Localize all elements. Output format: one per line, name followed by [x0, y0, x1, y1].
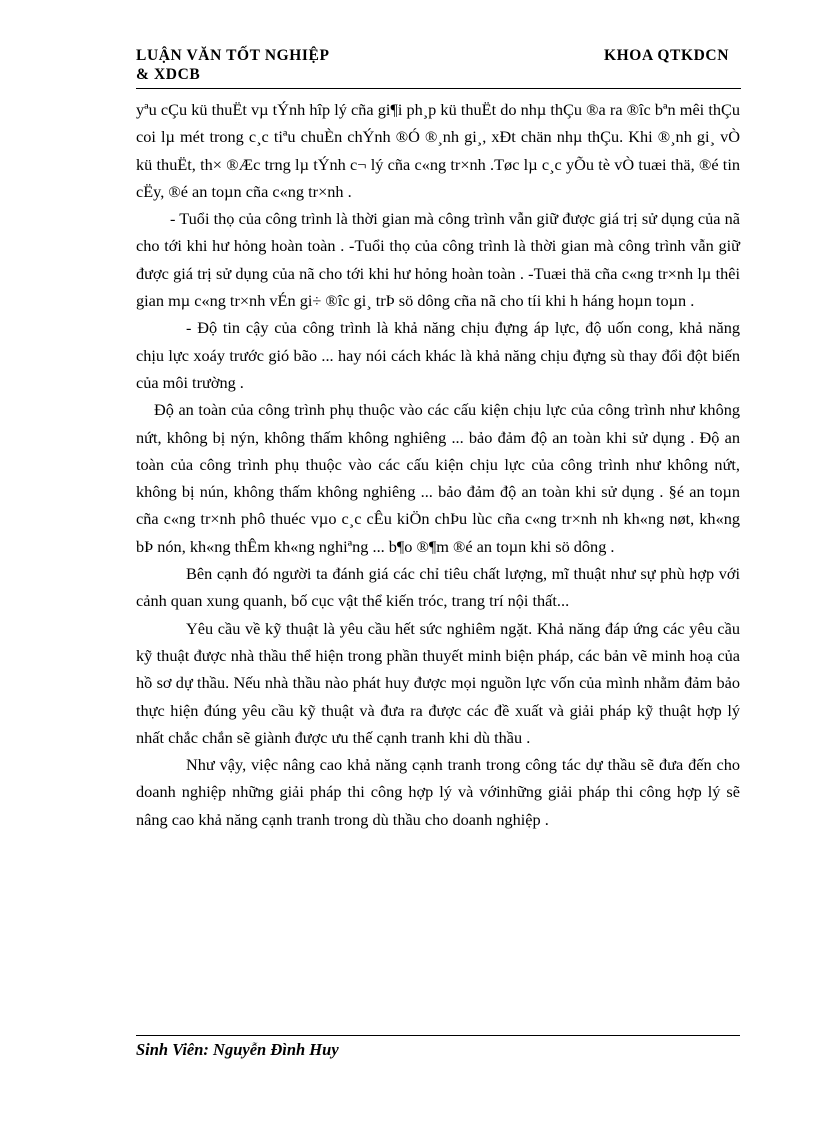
paragraph-safety: Độ an toàn của công trình phụ thuộc vào các cấu kiện chịu lực của công trình như không nứt, không bị nýn, không thấm không nghiêng ... bảo đảm độ an toàn khi sử dụng . Độ an toàn của công trình phụ thuộc vào các cấu kiện chịu lực của công trình như không nứt, không bị nún, không thấm không nghiêng ... bảo đảm độ an toàn khi sử dụng . §é an toµn cña c«ng tr×nh phô thuéc vµo c¸c cÊu kiÖn chÞu lùc cña c«ng tr×nh nh kh«ng nøt, kh«ng bÞ nón, kh«ng thÊm kh«ng nghiªng ... b¶o ®¶m ®é an toµn khi sö dông .: [136, 400, 740, 556]
paragraph-technical-requirements: yªu cÇu kü thuËt vµ tÝnh hîp lý cña gi¶i ph¸p kü thuËt do nhµ thÇu ®a ra ®îc bªn mêi thÇu coi lµ mét trong c¸c tiªu chuÈn chÝnh ®Ó ®¸nh gi¸, xÐt chän nhµ thÇu. Khi ®¸nh gi¸ vÒ kü thuËt, th× ®Æc trng lµ tÝnh c¬ lý cña c«ng tr×nh .Tøc lµ c¸c yÕu tè vÒ tuæi thä, ®é tin cËy, ®é an toµn cña c«ng tr×nh .: [136, 100, 740, 201]
paragraph-aesthetics: Bên cạnh đó người ta đánh giá các chỉ tiêu chất lượng, mĩ thuật như sự phù hợp với cảnh quan xung quanh, bố cục vật thể kiến tróc, trang trí nội thất...: [136, 564, 740, 611]
header-thesis-line1: LUẬN VĂN TỐT NGHIỆP: [136, 47, 330, 64]
footer-student-name: Sinh Viên: Nguyễn Đình Huy: [136, 1040, 339, 1059]
body-text: [136, 96, 740, 833]
paragraph-conclusion: Như vậy, việc nâng cao khả năng cạnh tranh trong công tác dự thầu sẽ đưa đến cho doanh nghiệp những giải pháp thi công hợp lý và vớinhững giải pháp thi công hợp lý sẽ nâng cao khả năng cạnh tranh trong dù thầu cho doanh nghiệp .: [136, 755, 740, 829]
paragraph-reliability: - Độ tin cậy của công trình là khả năng chịu đựng áp lực, độ uốn cong, khả năng chịu lực xoáy trước gió bão ... hay nói cách khác là khả năng chịu đựng sù thay đổi đột biến của môi trường .: [136, 318, 740, 392]
paragraph-strict-requirements: Yêu cầu về kỹ thuật là yêu cầu hết sức nghiêm ngặt. Khả năng đáp ứng các yêu cầu kỹ thuật được nhà thầu thể hiện trong phần thuyết minh biện pháp, các bản vẽ minh hoạ của hồ sơ dự thầu. Nếu nhà thầu nào phát huy được mọi nguồn lực vốn của mình nhằm đảm bảo thực hiện đúng yêu cầu kỹ thuật và đưa ra được các đề xuất và giải pháp kỹ thuật hợp lý nhất chắc chắn sẽ giành được ưu thế cạnh tranh khi dù thầu .: [136, 618, 740, 747]
header-faculty: KHOA QTKDCN: [603, 47, 729, 64]
footer-divider: [136, 1035, 740, 1036]
paragraph-lifespan: - Tuổi thọ của công trình là thời gian mà công trình vẫn giữ được giá trị sử dụng của nã cho tới khi hư hỏng hoàn toàn . -Tuổi thọ của công trình là thời gian mà công trình vẫn giữ được giá trị sử dụng của nã cho tới khi hư hỏng hoàn toàn . -Tuæi thä cña c«ng tr×nh lµ thêi gian mµ c«ng tr×nh vÉn gi÷ ®îc gi¸ trÞ sö dông cña nã cho tíi khi h háng hoµn toµn .: [136, 209, 740, 311]
header-thesis-title: [136, 46, 330, 84]
page-header: [136, 46, 741, 89]
header-thesis-line2: & XDCB: [136, 66, 201, 83]
